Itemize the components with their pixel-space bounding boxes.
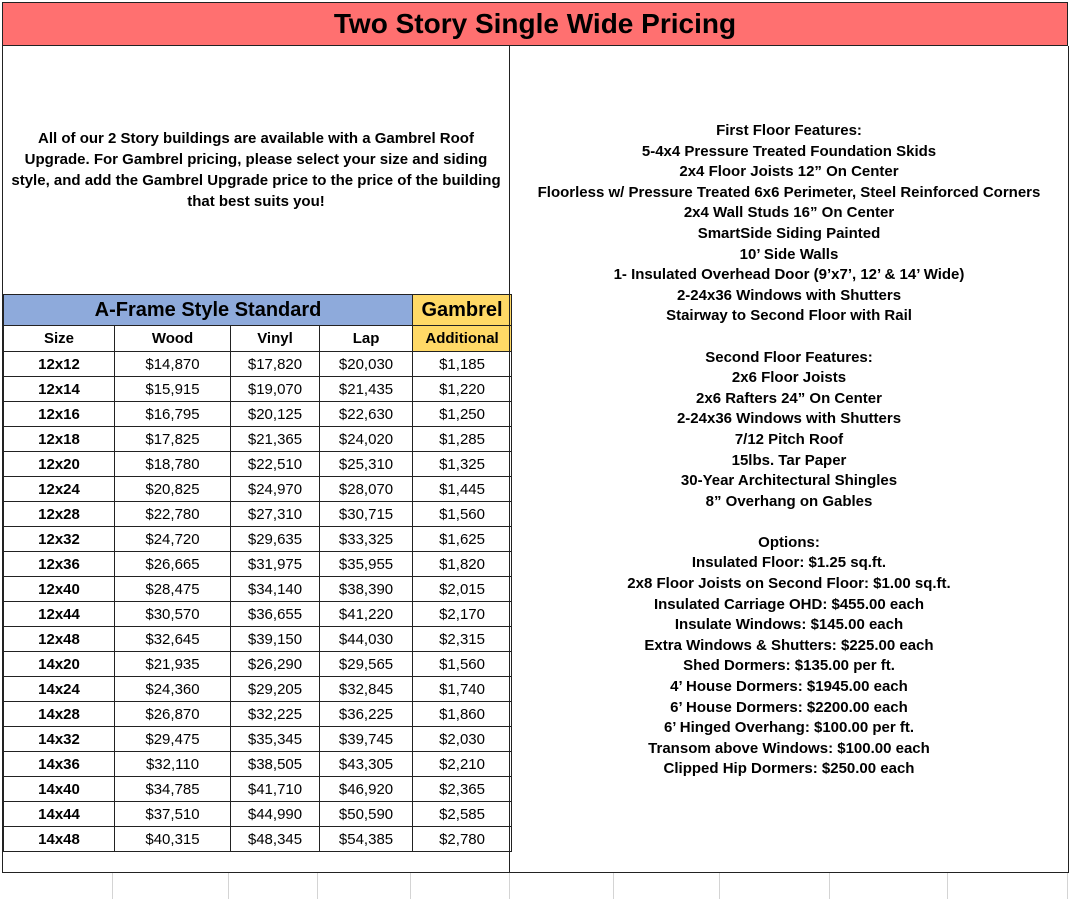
pricing-table <box>3 294 512 852</box>
cell-vinyl: $31,975 <box>231 552 320 577</box>
cell-vinyl: $39,150 <box>231 627 320 652</box>
table-row <box>4 377 512 402</box>
cell-size: 12x20 <box>4 452 115 477</box>
cell-size: 14x32 <box>4 727 115 752</box>
col-additional-header: Additional <box>413 326 512 352</box>
cell-additional: $2,585 <box>413 802 512 827</box>
table-row <box>4 477 512 502</box>
cell-size: 12x48 <box>4 627 115 652</box>
feature-line: Options: <box>758 533 820 551</box>
cell-wood: $24,360 <box>115 677 231 702</box>
cell-additional: $1,625 <box>413 527 512 552</box>
cell-additional: $2,030 <box>413 727 512 752</box>
cell-size: 14x20 <box>4 652 115 677</box>
cell-lap: $41,220 <box>320 602 413 627</box>
right-panel <box>509 46 1069 873</box>
cell-size: 14x28 <box>4 702 115 727</box>
cell-lap: $39,745 <box>320 727 413 752</box>
feature-line: Insulated Carriage OHD: $455.00 each <box>653 595 925 613</box>
cell-wood: $14,870 <box>115 352 231 377</box>
cell-wood: $22,780 <box>115 502 231 527</box>
left-panel <box>2 46 510 873</box>
spacer <box>510 327 1068 348</box>
cell-additional: $1,185 <box>413 352 512 377</box>
cell-vinyl: $26,290 <box>231 652 320 677</box>
feature-line: 2x6 Floor Joists <box>731 369 847 387</box>
cell-size: 12x36 <box>4 552 115 577</box>
cell-wood: $40,315 <box>115 827 231 852</box>
cell-wood: $17,825 <box>115 427 231 452</box>
cell-vinyl: $17,820 <box>231 352 320 377</box>
table-row <box>4 602 512 627</box>
cell-vinyl: $38,505 <box>231 752 320 777</box>
empty-cell <box>830 873 948 899</box>
table-row <box>4 727 512 752</box>
cell-size: 12x44 <box>4 602 115 627</box>
cell-lap: $43,305 <box>320 752 413 777</box>
feature-line: 2x4 Wall Studs 16” On Center <box>683 204 895 222</box>
col-size-header: Size <box>4 326 115 352</box>
cell-vinyl: $19,070 <box>231 377 320 402</box>
spacer <box>510 512 1068 533</box>
cell-lap: $20,030 <box>320 352 413 377</box>
cell-lap: $24,020 <box>320 427 413 452</box>
empty-cell <box>948 873 1068 899</box>
empty-cell <box>510 873 614 899</box>
empty-cell <box>720 873 830 899</box>
table-row <box>4 827 512 852</box>
cell-wood: $32,110 <box>115 752 231 777</box>
cell-vinyl: $48,345 <box>231 827 320 852</box>
table-row <box>4 752 512 777</box>
feature-line: 2-24x36 Windows with Shutters <box>676 286 902 304</box>
cell-additional: $1,325 <box>413 452 512 477</box>
feature-line: Insulate Windows: $145.00 each <box>674 616 904 634</box>
cell-size: 12x18 <box>4 427 115 452</box>
cell-wood: $34,785 <box>115 777 231 802</box>
cell-lap: $21,435 <box>320 377 413 402</box>
cell-wood: $26,665 <box>115 552 231 577</box>
cell-size: 14x36 <box>4 752 115 777</box>
cell-vinyl: $20,125 <box>231 402 320 427</box>
cell-size: 12x40 <box>4 577 115 602</box>
cell-vinyl: $24,970 <box>231 477 320 502</box>
cell-size: 12x16 <box>4 402 115 427</box>
cell-lap: $46,920 <box>320 777 413 802</box>
feature-line: First Floor Features: <box>716 122 862 139</box>
feature-line: 10’ Side Walls <box>739 245 839 263</box>
cell-additional: $1,285 <box>413 427 512 452</box>
table-row <box>4 552 512 577</box>
feature-line: 1- Insulated Overhead Door (9’x7’, 12’ & 14’ Wide) <box>613 266 965 284</box>
table-row <box>4 702 512 727</box>
empty-cell <box>614 873 720 899</box>
cell-size: 12x12 <box>4 352 115 377</box>
empty-cell <box>2 873 113 899</box>
table-row <box>4 427 512 452</box>
cell-additional: $2,315 <box>413 627 512 652</box>
cell-additional: $2,365 <box>413 777 512 802</box>
cell-size: 12x14 <box>4 377 115 402</box>
cell-additional: $2,780 <box>413 827 512 852</box>
feature-line: 7/12 Pitch Roof <box>734 430 844 448</box>
cell-lap: $54,385 <box>320 827 413 852</box>
feature-line: 2-24x36 Windows with Shutters <box>676 410 902 428</box>
a-frame-header: A-Frame Style Standard <box>4 295 413 326</box>
cell-wood: $32,645 <box>115 627 231 652</box>
feature-line: Transom above Windows: $100.00 each <box>648 739 930 757</box>
cell-wood: $18,780 <box>115 452 231 477</box>
cell-lap: $36,225 <box>320 702 413 727</box>
feature-line: 2x6 Rafters 24” On Center <box>696 389 882 407</box>
column-header-row <box>4 326 512 352</box>
cell-wood: $16,795 <box>115 402 231 427</box>
feature-line: 8” Overhang on Gables <box>705 492 873 510</box>
col-lap-header: Lap <box>320 326 413 352</box>
cell-wood: $20,825 <box>115 477 231 502</box>
table-row <box>4 677 512 702</box>
cell-vinyl: $29,635 <box>231 527 320 552</box>
cell-vinyl: $21,365 <box>231 427 320 452</box>
cell-size: 12x28 <box>4 502 115 527</box>
table-row <box>4 777 512 802</box>
cell-additional: $1,250 <box>413 402 512 427</box>
cell-vinyl: $27,310 <box>231 502 320 527</box>
cell-wood: $21,935 <box>115 652 231 677</box>
gambrel-header: Gambrel <box>413 295 512 326</box>
cell-wood: $30,570 <box>115 602 231 627</box>
table-row <box>4 452 512 477</box>
table-row <box>4 652 512 677</box>
cell-vinyl: $32,225 <box>231 702 320 727</box>
empty-cell <box>411 873 510 899</box>
cell-additional: $2,015 <box>413 577 512 602</box>
cell-additional: $1,740 <box>413 677 512 702</box>
table-row <box>4 502 512 527</box>
cell-lap: $35,955 <box>320 552 413 577</box>
col-wood-header: Wood <box>115 326 231 352</box>
cell-wood: $28,475 <box>115 577 231 602</box>
cell-lap: $50,590 <box>320 802 413 827</box>
empty-cell <box>113 873 229 899</box>
cell-size: 12x24 <box>4 477 115 502</box>
feature-line: 5-4x4 Pressure Treated Foundation Skids <box>641 142 937 160</box>
cell-additional: $1,560 <box>413 502 512 527</box>
table-row <box>4 577 512 602</box>
feature-line: Shed Dormers: $135.00 per ft. <box>683 657 895 675</box>
cell-additional: $1,560 <box>413 652 512 677</box>
cell-lap: $25,310 <box>320 452 413 477</box>
cell-size: 14x48 <box>4 827 115 852</box>
feature-line: 6’ Hinged Overhang: $100.00 per ft. <box>663 719 915 737</box>
table-row <box>4 802 512 827</box>
cell-additional: $1,820 <box>413 552 512 577</box>
cell-size: 14x24 <box>4 677 115 702</box>
cell-wood: $26,870 <box>115 702 231 727</box>
cell-wood: $37,510 <box>115 802 231 827</box>
table-row <box>4 402 512 427</box>
cell-vinyl: $35,345 <box>231 727 320 752</box>
cell-wood: $29,475 <box>115 727 231 752</box>
cell-vinyl: $36,655 <box>231 602 320 627</box>
feature-line: 15lbs. Tar Paper <box>731 451 847 469</box>
empty-cell <box>229 873 318 899</box>
cell-additional: $1,445 <box>413 477 512 502</box>
cell-lap: $44,030 <box>320 627 413 652</box>
gambrel-intro-text: All of our 2 Story buildings are available with a Gambrel Roof Upgrade. For Gambrel pricing, please select your size and siding style, and add the Gambrel Upgrade price to the price of the building that best suits you! <box>11 130 501 210</box>
group-header-row <box>4 295 512 326</box>
cell-size: 14x44 <box>4 802 115 827</box>
cell-lap: $33,325 <box>320 527 413 552</box>
cell-wood: $15,915 <box>115 377 231 402</box>
feature-line: Extra Windows & Shutters: $225.00 each <box>644 636 934 654</box>
cell-vinyl: $22,510 <box>231 452 320 477</box>
cell-vinyl: $41,710 <box>231 777 320 802</box>
cell-lap: $22,630 <box>320 402 413 427</box>
feature-line: Insulated Floor: $1.25 sq.ft. <box>691 554 887 572</box>
page-title: Two Story Single Wide Pricing <box>2 2 1068 46</box>
empty-grid-row <box>2 873 1068 899</box>
feature-line: Second Floor Features: <box>705 348 873 366</box>
cell-additional: $2,210 <box>413 752 512 777</box>
empty-cell <box>318 873 411 899</box>
features-list <box>510 121 1068 780</box>
cell-additional: $2,170 <box>413 602 512 627</box>
table-row <box>4 352 512 377</box>
feature-line: 4’ House Dormers: $1945.00 each <box>670 678 908 696</box>
feature-line: Clipped Hip Dormers: $250.00 each <box>663 760 915 778</box>
feature-line: 6’ House Dormers: $2200.00 each <box>670 698 908 716</box>
table-row <box>4 627 512 652</box>
table-row <box>4 527 512 552</box>
cell-lap: $28,070 <box>320 477 413 502</box>
feature-line: Stairway to Second Floor with Rail <box>666 307 912 325</box>
cell-lap: $38,390 <box>320 577 413 602</box>
cell-additional: $1,220 <box>413 377 512 402</box>
cell-wood: $24,720 <box>115 527 231 552</box>
feature-line: 30-Year Architectural Shingles <box>680 472 898 490</box>
cell-additional: $1,860 <box>413 702 512 727</box>
cell-size: 14x40 <box>4 777 115 802</box>
cell-lap: $32,845 <box>320 677 413 702</box>
cell-lap: $29,565 <box>320 652 413 677</box>
cell-vinyl: $44,990 <box>231 802 320 827</box>
feature-line: 2x8 Floor Joists on Second Floor: $1.00 sq.ft. <box>627 575 951 593</box>
cell-vinyl: $34,140 <box>231 577 320 602</box>
feature-line: Floorless w/ Pressure Treated 6x6 Perimeter, Steel Reinforced Corners <box>537 183 1041 201</box>
cell-lap: $30,715 <box>320 502 413 527</box>
feature-line: 2x4 Floor Joists 12” On Center <box>679 163 899 181</box>
cell-size: 12x32 <box>4 527 115 552</box>
cell-vinyl: $29,205 <box>231 677 320 702</box>
feature-line: SmartSide Siding Painted <box>697 224 881 242</box>
col-vinyl-header: Vinyl <box>231 326 320 352</box>
